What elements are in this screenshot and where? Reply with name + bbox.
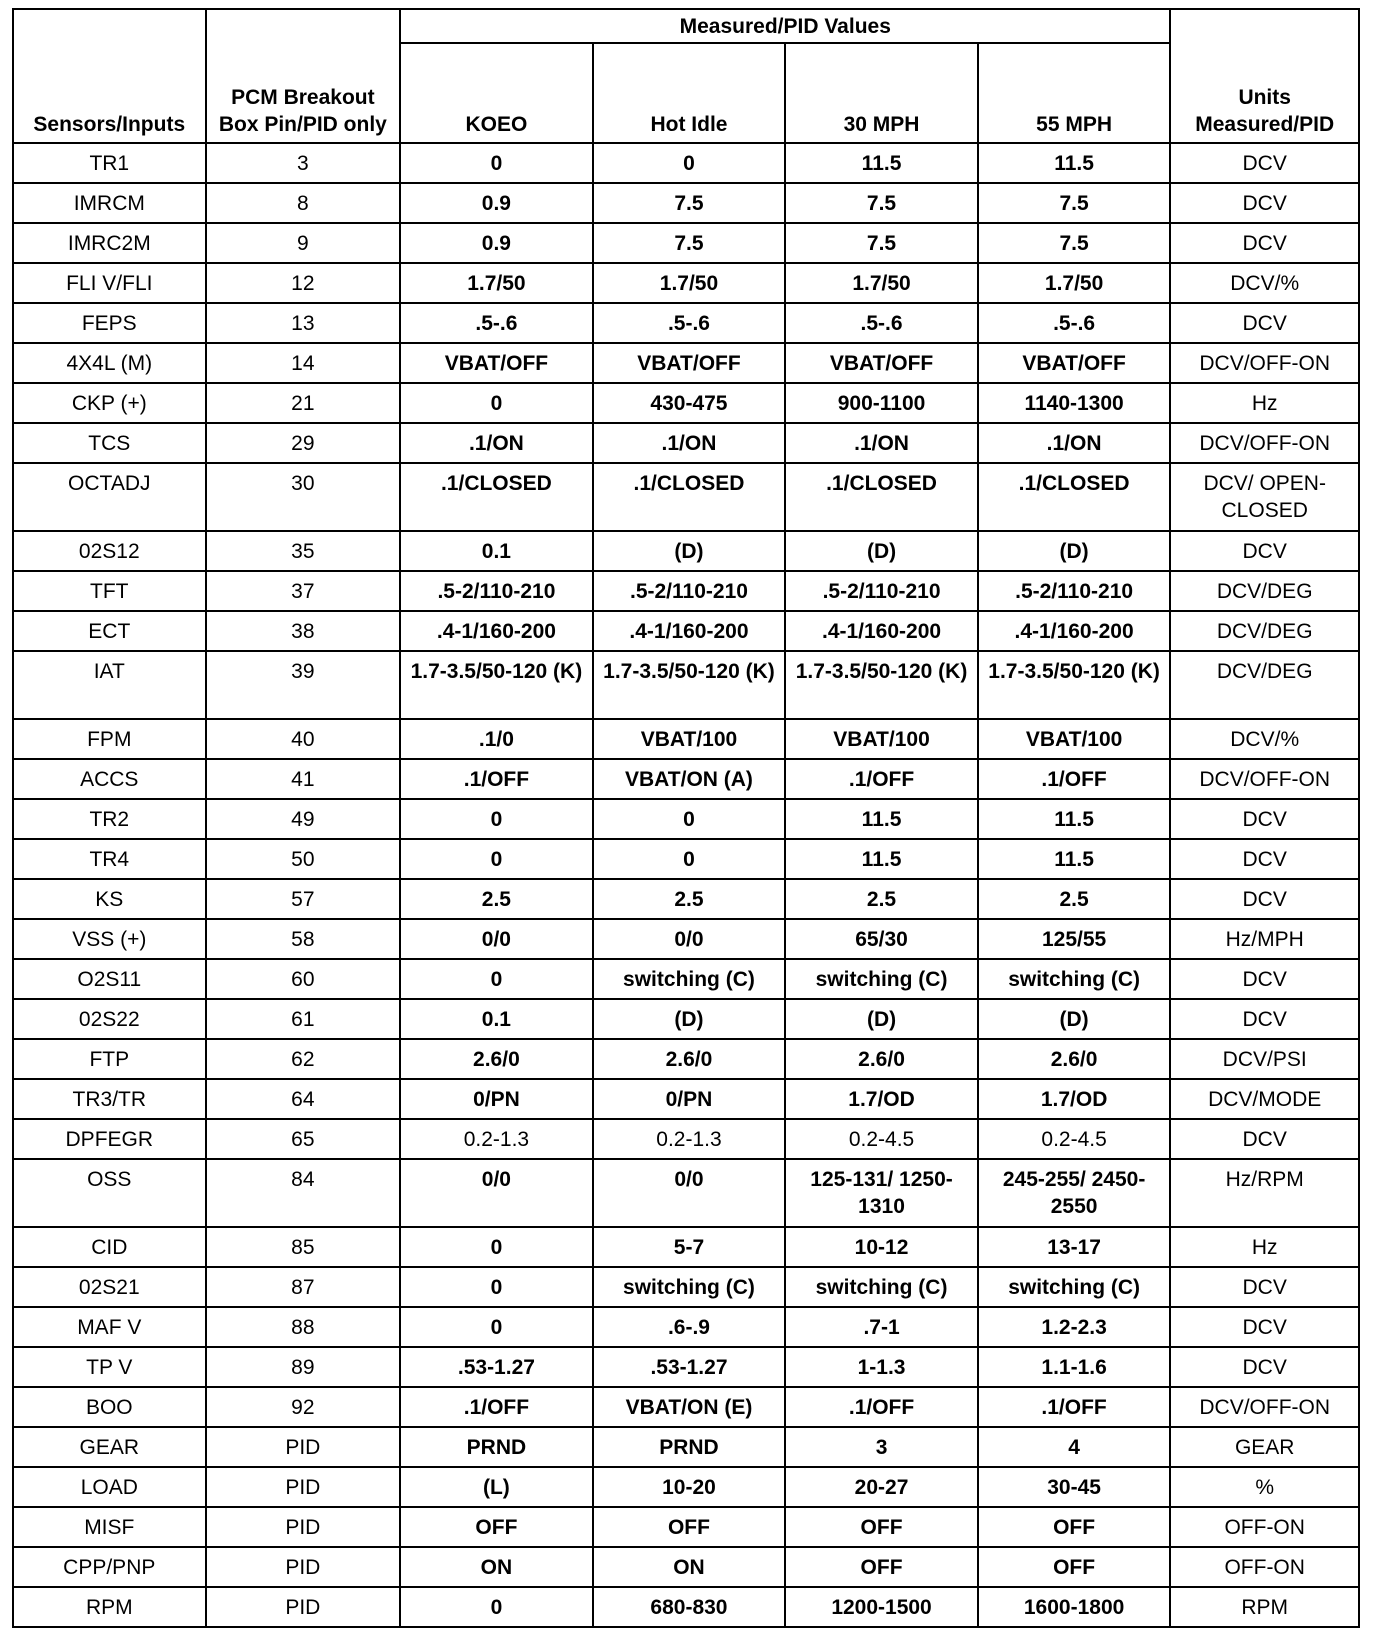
cell-hot-idle: 0.2-1.3 — [593, 1119, 786, 1159]
cell-sensor: 02S12 — [13, 531, 206, 571]
cell-30-mph: .5-2/110-210 — [785, 571, 978, 611]
cell-hot-idle: 0 — [593, 799, 786, 839]
cell-hot-idle: VBAT/100 — [593, 719, 786, 759]
table-row — [13, 1387, 1359, 1427]
cell-units: DCV/PSI — [1170, 1039, 1359, 1079]
cell-hot-idle: .53-1.27 — [593, 1347, 786, 1387]
cell-koeo: 0 — [400, 143, 593, 183]
cell-pin: PID — [206, 1587, 401, 1627]
cell-30-mph: 7.5 — [785, 223, 978, 263]
cell-55-mph: .1/ON — [978, 423, 1171, 463]
header-sensors-inputs: Sensors/Inputs — [13, 9, 206, 143]
cell-55-mph: .1/OFF — [978, 759, 1171, 799]
cell-hot-idle: 0/PN — [593, 1079, 786, 1119]
cell-30-mph: 11.5 — [785, 799, 978, 839]
cell-sensor: 4X4L (M) — [13, 343, 206, 383]
cell-30-mph: 1200-1500 — [785, 1587, 978, 1627]
cell-30-mph: 1.7/OD — [785, 1079, 978, 1119]
cell-pin: 3 — [206, 143, 401, 183]
cell-hot-idle: 0/0 — [593, 919, 786, 959]
table-row — [13, 571, 1359, 611]
cell-55-mph: 1600-1800 — [978, 1587, 1171, 1627]
cell-hot-idle: 0/0 — [593, 1159, 786, 1227]
cell-30-mph: OFF — [785, 1507, 978, 1547]
cell-55-mph: 7.5 — [978, 223, 1171, 263]
cell-55-mph: (D) — [978, 999, 1171, 1039]
cell-pin: 92 — [206, 1387, 401, 1427]
cell-pin: 8 — [206, 183, 401, 223]
cell-pin: 35 — [206, 531, 401, 571]
cell-sensor: FPM — [13, 719, 206, 759]
cell-55-mph: 125/55 — [978, 919, 1171, 959]
cell-koeo: (L) — [400, 1467, 593, 1507]
cell-55-mph: (D) — [978, 531, 1171, 571]
cell-koeo: 0.9 — [400, 223, 593, 263]
cell-koeo: 0 — [400, 799, 593, 839]
cell-pin: PID — [206, 1507, 401, 1547]
cell-55-mph: 11.5 — [978, 143, 1171, 183]
cell-units: OFF-ON — [1170, 1507, 1359, 1547]
cell-units: DCV/MODE — [1170, 1079, 1359, 1119]
table-row — [13, 759, 1359, 799]
cell-koeo: 2.5 — [400, 879, 593, 919]
cell-units: DCV/% — [1170, 263, 1359, 303]
table-row — [13, 1427, 1359, 1467]
cell-sensor: 02S22 — [13, 999, 206, 1039]
table-row — [13, 611, 1359, 651]
table-body — [13, 143, 1359, 1627]
cell-units: DCV/OFF-ON — [1170, 759, 1359, 799]
cell-55-mph: .4-1/160-200 — [978, 611, 1171, 651]
table-row — [13, 799, 1359, 839]
cell-koeo: 0 — [400, 959, 593, 999]
cell-units: DCV — [1170, 1307, 1359, 1347]
cell-units: DCV — [1170, 303, 1359, 343]
cell-units: Hz/MPH — [1170, 919, 1359, 959]
cell-hot-idle: .5-2/110-210 — [593, 571, 786, 611]
table-row — [13, 1307, 1359, 1347]
cell-koeo: ON — [400, 1547, 593, 1587]
table-row — [13, 1227, 1359, 1267]
cell-koeo: 2.6/0 — [400, 1039, 593, 1079]
cell-30-mph: OFF — [785, 1547, 978, 1587]
cell-koeo: 0 — [400, 1227, 593, 1267]
cell-30-mph: 11.5 — [785, 839, 978, 879]
cell-55-mph: 2.6/0 — [978, 1039, 1171, 1079]
cell-30-mph: .1/OFF — [785, 1387, 978, 1427]
cell-55-mph: .1/OFF — [978, 1387, 1171, 1427]
table-row — [13, 959, 1359, 999]
cell-sensor: 02S21 — [13, 1267, 206, 1307]
cell-hot-idle: 7.5 — [593, 223, 786, 263]
table-row — [13, 1267, 1359, 1307]
cell-koeo: 0.2-1.3 — [400, 1119, 593, 1159]
table-row — [13, 651, 1359, 719]
cell-koeo: 0/PN — [400, 1079, 593, 1119]
cell-55-mph: 1.7/50 — [978, 263, 1171, 303]
cell-30-mph: 1-1.3 — [785, 1347, 978, 1387]
table-row — [13, 423, 1359, 463]
cell-55-mph: OFF — [978, 1507, 1171, 1547]
cell-30-mph: switching (C) — [785, 1267, 978, 1307]
cell-pin: 50 — [206, 839, 401, 879]
header-koeo: KOEO — [400, 43, 593, 143]
cell-55-mph: VBAT/100 — [978, 719, 1171, 759]
cell-55-mph: 1.2-2.3 — [978, 1307, 1171, 1347]
cell-pin: 9 — [206, 223, 401, 263]
cell-pin: PID — [206, 1467, 401, 1507]
cell-55-mph: 2.5 — [978, 879, 1171, 919]
cell-sensor: TR4 — [13, 839, 206, 879]
cell-pin: 89 — [206, 1347, 401, 1387]
cell-55-mph: .1/CLOSED — [978, 463, 1171, 531]
cell-sensor: ECT — [13, 611, 206, 651]
cell-55-mph: 13-17 — [978, 1227, 1171, 1267]
table-row — [13, 839, 1359, 879]
cell-units: RPM — [1170, 1587, 1359, 1627]
cell-pin: 41 — [206, 759, 401, 799]
cell-sensor: FEPS — [13, 303, 206, 343]
cell-pin: 62 — [206, 1039, 401, 1079]
cell-hot-idle: .5-.6 — [593, 303, 786, 343]
cell-koeo: 0 — [400, 839, 593, 879]
cell-koeo: .5-2/110-210 — [400, 571, 593, 611]
cell-hot-idle: switching (C) — [593, 959, 786, 999]
table-row — [13, 143, 1359, 183]
cell-30-mph: 0.2-4.5 — [785, 1119, 978, 1159]
cell-hot-idle: VBAT/ON (E) — [593, 1387, 786, 1427]
cell-hot-idle: .1/ON — [593, 423, 786, 463]
cell-units: Hz — [1170, 1227, 1359, 1267]
cell-hot-idle: .6-.9 — [593, 1307, 786, 1347]
table-row — [13, 1079, 1359, 1119]
cell-30-mph: switching (C) — [785, 959, 978, 999]
cell-55-mph: 1.7/OD — [978, 1079, 1171, 1119]
table-row — [13, 303, 1359, 343]
cell-units: DCV/OFF-ON — [1170, 1387, 1359, 1427]
cell-pin: 57 — [206, 879, 401, 919]
cell-sensor: VSS (+) — [13, 919, 206, 959]
cell-30-mph: 1.7-3.5/50-120 (K) — [785, 651, 978, 719]
cell-pin: 40 — [206, 719, 401, 759]
cell-koeo: 0 — [400, 1267, 593, 1307]
cell-hot-idle: (D) — [593, 999, 786, 1039]
cell-sensor: CID — [13, 1227, 206, 1267]
table-row — [13, 263, 1359, 303]
cell-pin: 87 — [206, 1267, 401, 1307]
cell-sensor: IAT — [13, 651, 206, 719]
cell-pin: 13 — [206, 303, 401, 343]
cell-sensor: CKP (+) — [13, 383, 206, 423]
table-row — [13, 719, 1359, 759]
cell-30-mph: .4-1/160-200 — [785, 611, 978, 651]
table-row — [13, 1547, 1359, 1587]
cell-koeo: 0 — [400, 1307, 593, 1347]
cell-sensor: LOAD — [13, 1467, 206, 1507]
cell-pin: 58 — [206, 919, 401, 959]
cell-55-mph: .5-.6 — [978, 303, 1171, 343]
cell-pin: 88 — [206, 1307, 401, 1347]
table-row — [13, 183, 1359, 223]
cell-30-mph: .1/CLOSED — [785, 463, 978, 531]
cell-units: GEAR — [1170, 1427, 1359, 1467]
cell-pin: 39 — [206, 651, 401, 719]
cell-55-mph: 30-45 — [978, 1467, 1171, 1507]
cell-55-mph: switching (C) — [978, 1267, 1171, 1307]
cell-pin: 61 — [206, 999, 401, 1039]
cell-pin: PID — [206, 1427, 401, 1467]
cell-units: Hz/RPM — [1170, 1159, 1359, 1227]
cell-sensor: OCTADJ — [13, 463, 206, 531]
cell-units: DCV — [1170, 531, 1359, 571]
cell-30-mph: VBAT/OFF — [785, 343, 978, 383]
cell-hot-idle: PRND — [593, 1427, 786, 1467]
cell-sensor: GEAR — [13, 1427, 206, 1467]
cell-hot-idle: 5-7 — [593, 1227, 786, 1267]
cell-hot-idle: 2.5 — [593, 879, 786, 919]
cell-koeo: 0.1 — [400, 531, 593, 571]
cell-30-mph: 3 — [785, 1427, 978, 1467]
cell-sensor: MAF V — [13, 1307, 206, 1347]
table-row — [13, 1467, 1359, 1507]
cell-30-mph: (D) — [785, 531, 978, 571]
cell-55-mph: 1.1-1.6 — [978, 1347, 1171, 1387]
cell-pin: 85 — [206, 1227, 401, 1267]
table-row — [13, 919, 1359, 959]
cell-55-mph: .5-2/110-210 — [978, 571, 1171, 611]
cell-sensor: KS — [13, 879, 206, 919]
table-row — [13, 531, 1359, 571]
cell-hot-idle: (D) — [593, 531, 786, 571]
cell-30-mph: .1/ON — [785, 423, 978, 463]
cell-units: % — [1170, 1467, 1359, 1507]
cell-sensor: BOO — [13, 1387, 206, 1427]
cell-pin: 21 — [206, 383, 401, 423]
cell-30-mph: (D) — [785, 999, 978, 1039]
cell-hot-idle: OFF — [593, 1507, 786, 1547]
cell-hot-idle: 0 — [593, 143, 786, 183]
cell-pin: 12 — [206, 263, 401, 303]
header-30-mph: 30 MPH — [785, 43, 978, 143]
cell-sensor: OSS — [13, 1159, 206, 1227]
header-pcm-breakout-pin: PCM Breakout Box Pin/PID only — [206, 9, 401, 143]
cell-30-mph: .1/OFF — [785, 759, 978, 799]
cell-30-mph: 7.5 — [785, 183, 978, 223]
pid-table-container — [12, 8, 1360, 1628]
cell-koeo: PRND — [400, 1427, 593, 1467]
cell-koeo: .53-1.27 — [400, 1347, 593, 1387]
cell-koeo: .1/ON — [400, 423, 593, 463]
cell-sensor: IMRC2M — [13, 223, 206, 263]
table-row — [13, 1039, 1359, 1079]
table-row — [13, 1119, 1359, 1159]
cell-pin: 49 — [206, 799, 401, 839]
cell-sensor: TR2 — [13, 799, 206, 839]
cell-units: DCV — [1170, 223, 1359, 263]
cell-hot-idle: .4-1/160-200 — [593, 611, 786, 651]
cell-pin: 30 — [206, 463, 401, 531]
cell-sensor: O2S11 — [13, 959, 206, 999]
header-measured-pid-values: Measured/PID Values — [400, 9, 1170, 43]
cell-sensor: MISF — [13, 1507, 206, 1547]
cell-30-mph: VBAT/100 — [785, 719, 978, 759]
cell-koeo: .1/OFF — [400, 1387, 593, 1427]
cell-55-mph: 4 — [978, 1427, 1171, 1467]
cell-pin: PID — [206, 1547, 401, 1587]
cell-hot-idle: 7.5 — [593, 183, 786, 223]
cell-55-mph: 11.5 — [978, 799, 1171, 839]
cell-koeo: 0.9 — [400, 183, 593, 223]
cell-sensor: CPP/PNP — [13, 1547, 206, 1587]
cell-pin: 60 — [206, 959, 401, 999]
cell-sensor: TP V — [13, 1347, 206, 1387]
cell-units: DCV/DEG — [1170, 651, 1359, 719]
cell-hot-idle: 10-20 — [593, 1467, 786, 1507]
cell-units: Hz — [1170, 383, 1359, 423]
cell-sensor: TFT — [13, 571, 206, 611]
cell-55-mph: 0.2-4.5 — [978, 1119, 1171, 1159]
cell-koeo: OFF — [400, 1507, 593, 1547]
cell-hot-idle: VBAT/ON (A) — [593, 759, 786, 799]
cell-sensor: FTP — [13, 1039, 206, 1079]
cell-pin: 64 — [206, 1079, 401, 1119]
cell-sensor: FLI V/FLI — [13, 263, 206, 303]
cell-units: DCV/ OPEN-CLOSED — [1170, 463, 1359, 531]
cell-55-mph: switching (C) — [978, 959, 1171, 999]
cell-pin: 65 — [206, 1119, 401, 1159]
cell-units: DCV/OFF-ON — [1170, 343, 1359, 383]
cell-sensor: TCS — [13, 423, 206, 463]
cell-koeo: 1.7-3.5/50-120 (K) — [400, 651, 593, 719]
pcm-pid-values-table — [12, 8, 1360, 1628]
cell-koeo: 0 — [400, 383, 593, 423]
cell-hot-idle: VBAT/OFF — [593, 343, 786, 383]
cell-koeo: .1/0 — [400, 719, 593, 759]
cell-30-mph: 125-131/ 1250-1310 — [785, 1159, 978, 1227]
cell-pin: 29 — [206, 423, 401, 463]
cell-30-mph: .7-1 — [785, 1307, 978, 1347]
cell-hot-idle: switching (C) — [593, 1267, 786, 1307]
table-row — [13, 383, 1359, 423]
table-row — [13, 879, 1359, 919]
cell-koeo: .1/CLOSED — [400, 463, 593, 531]
cell-units: DCV — [1170, 1347, 1359, 1387]
cell-55-mph: 11.5 — [978, 839, 1171, 879]
cell-koeo: 0 — [400, 1587, 593, 1627]
cell-55-mph: 1140-1300 — [978, 383, 1171, 423]
cell-units: DCV — [1170, 999, 1359, 1039]
table-row — [13, 1159, 1359, 1227]
cell-koeo: 0.1 — [400, 999, 593, 1039]
header-55-mph: 55 MPH — [978, 43, 1171, 143]
table-row — [13, 343, 1359, 383]
cell-pin: 14 — [206, 343, 401, 383]
cell-koeo: VBAT/OFF — [400, 343, 593, 383]
table-row — [13, 1347, 1359, 1387]
cell-55-mph: 245-255/ 2450-2550 — [978, 1159, 1171, 1227]
cell-30-mph: 2.5 — [785, 879, 978, 919]
cell-hot-idle: 2.6/0 — [593, 1039, 786, 1079]
cell-30-mph: .5-.6 — [785, 303, 978, 343]
cell-koeo: .1/OFF — [400, 759, 593, 799]
cell-sensor: IMRCM — [13, 183, 206, 223]
cell-55-mph: OFF — [978, 1547, 1171, 1587]
cell-30-mph: 11.5 — [785, 143, 978, 183]
table-row — [13, 223, 1359, 263]
cell-units: DCV/OFF-ON — [1170, 423, 1359, 463]
cell-30-mph: 2.6/0 — [785, 1039, 978, 1079]
cell-sensor: TR1 — [13, 143, 206, 183]
cell-hot-idle: ON — [593, 1547, 786, 1587]
cell-units: DCV — [1170, 959, 1359, 999]
cell-units: DCV/DEG — [1170, 611, 1359, 651]
table-header — [13, 9, 1359, 143]
cell-sensor: TR3/TR — [13, 1079, 206, 1119]
cell-koeo: .5-.6 — [400, 303, 593, 343]
cell-units: DCV — [1170, 839, 1359, 879]
cell-30-mph: 1.7/50 — [785, 263, 978, 303]
table-row — [13, 1587, 1359, 1627]
cell-units: DCV — [1170, 183, 1359, 223]
table-row — [13, 999, 1359, 1039]
cell-units: DCV — [1170, 799, 1359, 839]
cell-30-mph: 65/30 — [785, 919, 978, 959]
cell-hot-idle: .1/CLOSED — [593, 463, 786, 531]
cell-sensor: DPFEGR — [13, 1119, 206, 1159]
cell-koeo: 1.7/50 — [400, 263, 593, 303]
cell-pin: 84 — [206, 1159, 401, 1227]
cell-55-mph: 7.5 — [978, 183, 1171, 223]
cell-units: DCV — [1170, 879, 1359, 919]
header-hot-idle: Hot Idle — [593, 43, 786, 143]
cell-units: DCV — [1170, 143, 1359, 183]
cell-pin: 37 — [206, 571, 401, 611]
cell-units: OFF-ON — [1170, 1547, 1359, 1587]
cell-hot-idle: 430-475 — [593, 383, 786, 423]
cell-55-mph: 1.7-3.5/50-120 (K) — [978, 651, 1171, 719]
cell-koeo: 0/0 — [400, 1159, 593, 1227]
cell-koeo: 0/0 — [400, 919, 593, 959]
cell-units: DCV — [1170, 1119, 1359, 1159]
cell-units: DCV/DEG — [1170, 571, 1359, 611]
cell-koeo: .4-1/160-200 — [400, 611, 593, 651]
cell-sensor: RPM — [13, 1587, 206, 1627]
cell-hot-idle: 1.7-3.5/50-120 (K) — [593, 651, 786, 719]
cell-hot-idle: 680-830 — [593, 1587, 786, 1627]
table-row — [13, 1507, 1359, 1547]
cell-hot-idle: 0 — [593, 839, 786, 879]
cell-hot-idle: 1.7/50 — [593, 263, 786, 303]
cell-units: DCV — [1170, 1267, 1359, 1307]
header-units: Units Measured/PID — [1170, 9, 1359, 143]
cell-pin: 38 — [206, 611, 401, 651]
cell-30-mph: 10-12 — [785, 1227, 978, 1267]
cell-30-mph: 900-1100 — [785, 383, 978, 423]
cell-sensor: ACCS — [13, 759, 206, 799]
cell-units: DCV/% — [1170, 719, 1359, 759]
cell-30-mph: 20-27 — [785, 1467, 978, 1507]
table-row — [13, 463, 1359, 531]
cell-55-mph: VBAT/OFF — [978, 343, 1171, 383]
